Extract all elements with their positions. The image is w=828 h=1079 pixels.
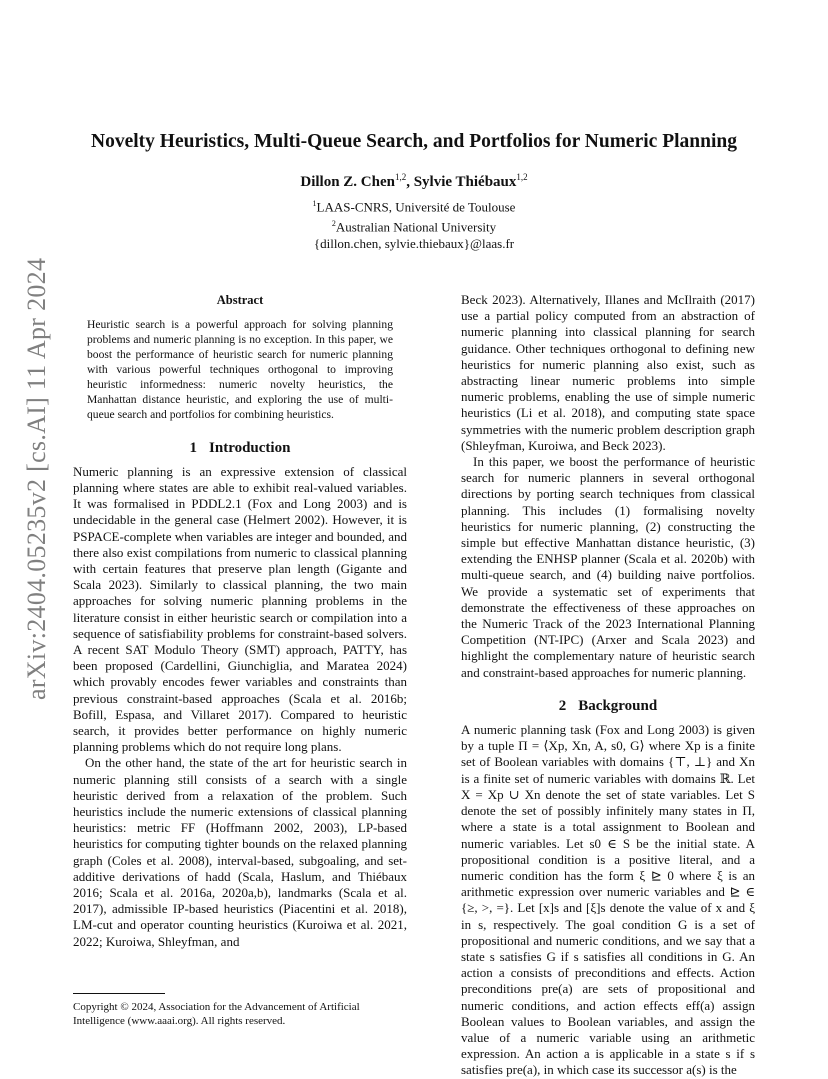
affiliation-line — [60, 216, 768, 236]
author-separator: , — [406, 174, 414, 190]
affiliation-marker: 2 — [331, 218, 336, 228]
affiliation-text: LAAS-CNRS, Université de Toulouse — [316, 199, 516, 215]
affiliation-text: Australian National University — [335, 219, 497, 235]
affiliation-line — [60, 196, 768, 216]
section-title: Introduction — [209, 439, 291, 456]
abstract-text: Heuristic search is a powerful approach for solving planning problems and numeric planning is no exception. In this paper, we boost the performance of heuristic search for numeric planning with various powerful techniques orthogonal to improving heuristic informedness: numeric novelty heuristics, the Manhattan distance heuristic, and exploring the use of multi-queue search and portfolios for combining heuristics. — [87, 318, 393, 421]
abstract-heading: Abstract — [216, 293, 264, 307]
intro-contributions-paragraph: In this paper, we boost the performance of heuristic search for numeric planners in several orthogonal directions by porting search techniques from classical planning. This includes (1) formalising novelty heuristics for numeric planning, (2) constructing the simple but effective Manhattan distance heuristic, (3) extending the ENHSP planner (Scala et al. 2020b) with multi-queue search, and (4) building naive portfolios. We provide a systematic set of experiments that demonstrate the effectiveness of these approaches on the Numeric Track of the 2023 International Planning Competition (NT-IPC) (Arxer and Scala 2023) and highlight the complementary nature of heuristic search and constraint-based approaches for numeric planning. — [461, 454, 755, 680]
left-column — [73, 292, 407, 950]
footnote-rule — [73, 993, 165, 994]
copyright-notice: Copyright © 2024, Association for the Advancement of Artificial Intelligence (www.aaai.org). All rights reserved. — [73, 1001, 360, 1027]
arxiv-identifier-stamp: arXiv:2404.05235v2 [cs.AI] 11 Apr 2024 — [22, 257, 51, 700]
section-number: 1 — [189, 439, 198, 456]
intro-continuation-paragraph: Beck 2023). Alternatively, Illanes and McIlraith (2017) use a partial policy computed from an abstraction of numeric planning into classical planning for search guidance. Other techniques orthogonal to defining new heuristics for numeric planning also exist, such as abstracting linear numeric problems into simple numeric problems, enabling the use of simple numeric heuristics (Li et al. 2018), and computing state space symmetries with the numeric problem description graph (Shleyfman, Kuroiwa, and Beck 2023). — [461, 292, 755, 453]
author-list — [60, 172, 768, 191]
section-number: 2 — [558, 697, 567, 714]
intro-paragraph: On the other hand, the state of the art for heuristic search in numeric planning still consists of a search with a single heuristic derived from a relaxation of the problem. Such heuristics include the numeric extensions of classical planning heuristics: metric FF (Hoffmann 2002, 2003), LP-based heuristics for computing tighter bounds on the relaxed planning graph (Coles et al. 2008), interval-based, subgoaling, and set-additive derivations of hadd (Scala, Haslum, and Thiébaux 2016; Scala et al. 2016a, 2020a,b), landmarks (Scala et al. 2017), admissible IP-based heuristics (Piacentini et al. 2018), LM-cut and operator counting heuristics (Kuroiwa et al. 2021, 2022; Kuroiwa, Shleyfman, and — [73, 755, 407, 949]
author-affiliation-marker: 1,2 — [516, 172, 528, 182]
author-name: Sylvie Thiébaux — [413, 174, 517, 190]
author-affiliation-marker: 1,2 — [394, 172, 407, 182]
author-email: {dillon.chen, sylvie.thiebaux}@laas.fr — [313, 235, 515, 251]
background-paragraph: A numeric planning task (Fox and Long 2003) is given by a tuple Π = ⟨Xp, Xn, A, s0, G⟩ where Xp is a finite set of Boolean variables with domains {⊤, ⊥} and Xn is a finite set of numeric variables with domains ℝ. Let X = Xp ∪ Xn denote the set of state variables. Let S denote the set of possibly infinitely many states in Π, where a state is a total assignment to Boolean and numeric variables. Let s0 ∈ S be the initial state. A propositional condition is a positive literal, and a numeric condition has the form ξ ⊵ 0 where ξ is an arithmetic expression over numeric variables and ⊵ ∈ {≥, >, =}. Let [x]s and [ξ]s denote the value of x and ξ in s, respectively. The goal condition G is a set of propositional and numeric conditions, and we say that a state s satisfies G if s satisfies all conditions in G. An action a consists of preconditions and effects. Action preconditions pre(a) are sets of propositional and numeric conditions, and action effects eff(a) assign Boolean values to Boolean variables, and assign the value of a numeric variable using an arithmetic expression. An action a is applicable in a state s if s satisfies pre(a), in which case its successor a(s) is the — [461, 722, 755, 1078]
affiliations — [60, 196, 768, 252]
affiliation-marker: 1 — [312, 199, 317, 208]
section-heading-introduction — [73, 440, 407, 456]
author-name: Dillon Z. Chen — [300, 174, 395, 190]
section-heading-background — [461, 698, 755, 714]
intro-paragraph: Numeric planning is an expressive extension of classical planning where states are able to exhibit real-valued variables. It was formalised in PDDL2.1 (Fox and Long 2003) and is undecidable in the general case (Helmert 2002). However, it is PSPACE-complete when variables are integer and bounded, and there also exist compilations from numeric to classical planning with certain features that preserve plan length (Gigante and Scala 2023). Similarly to classical planning, the two main approaches for solving numeric planning problems in the literature consist in either heuristic search or compilation into a sequence of satisfiability problems for constraint-based solvers. A recent SAT Modulo Theory (SMT) approach, PATTY, has been proposed (Cardellini, Giunchiglia, and Maratea 2024) which provably encodes fewer variables and constraints than previous constraint-based approaches (Scala et al. 2016b; Bofill, Espasa, and Villaret 2017). Compared to heuristic search, it provides better performance on highly numeric planning problems which do not require long plans. — [73, 463, 407, 755]
right-column — [461, 292, 755, 1079]
section-title: Background — [578, 697, 658, 714]
paper-title: Novelty Heuristics, Multi-Queue Search, and Portfolios for Numeric Planning — [91, 131, 737, 152]
